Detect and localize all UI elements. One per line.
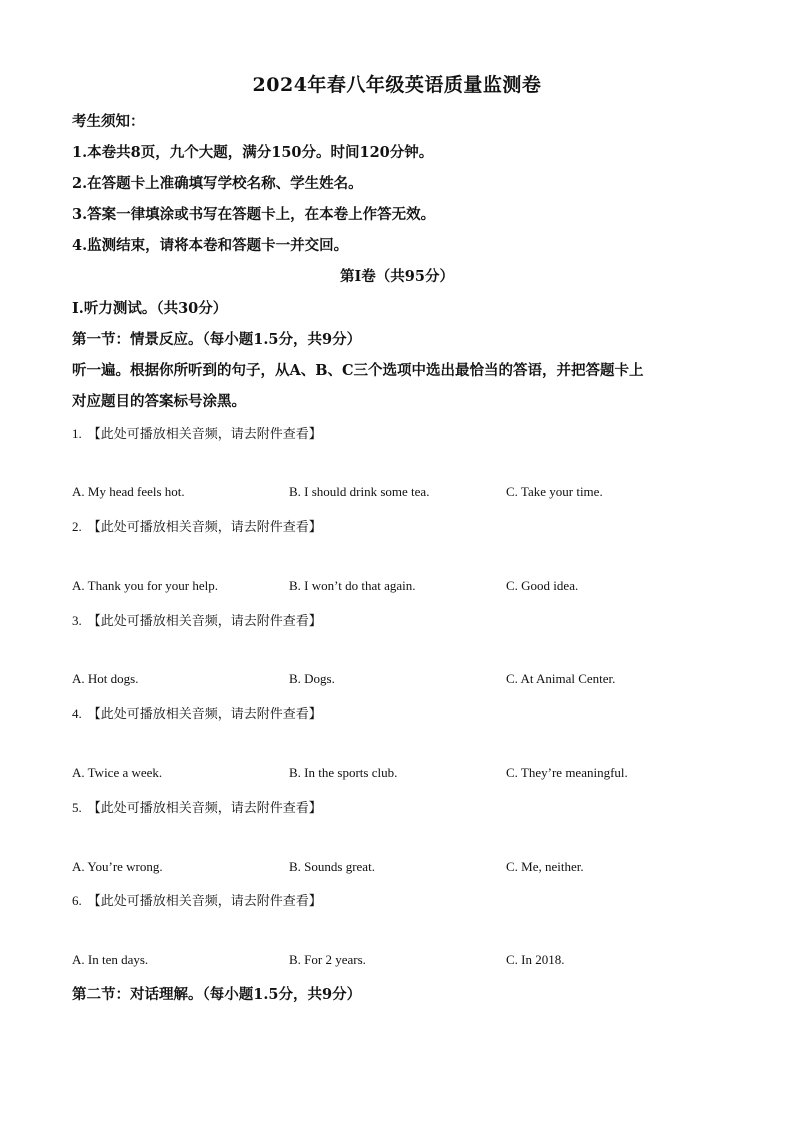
page-title: 2024年春八年级英语质量监测卷 — [252, 74, 542, 96]
question-number: 5. — [72, 800, 82, 815]
notice-item-2: 2.在答题卡上准确填写学校名称、学生姓名。 — [72, 175, 363, 192]
q4-option-b: B. In the sports club. — [289, 765, 398, 780]
audio-placeholder[interactable]: 【此处可播放相关音频，请去附件查看】 — [87, 894, 322, 909]
part2-title: 第二节：对话理解。（每小题1.5分，共9分） — [72, 986, 362, 1003]
volume-title: 第Ⅰ卷（共95分） — [340, 268, 454, 285]
part1-instruction-line2: 对应题目的答案标号涂黑。 — [72, 393, 246, 410]
q2-option-a: A. Thank you for your help. — [72, 578, 218, 593]
q4-option-c: C. They’re meaningful. — [506, 765, 628, 780]
question-number: 6. — [72, 893, 82, 908]
part1-instruction-line1: 听一遍。根据你所听到的句子，从A、B、C三个选项中选出最恰当的答语，并把答题卡上 — [72, 362, 644, 379]
q6-option-b: B. For 2 years. — [289, 952, 366, 967]
q3-option-c: C. At Animal Center. — [506, 671, 616, 686]
q5-option-c: C. Me, neither. — [506, 859, 584, 874]
audio-placeholder[interactable]: 【此处可播放相关音频，请去附件查看】 — [87, 707, 322, 722]
audio-placeholder[interactable]: 【此处可播放相关音频，请去附件查看】 — [87, 427, 322, 442]
q4-option-a: A. Twice a week. — [72, 765, 163, 780]
notice-item-4: 4.监测结束，请将本卷和答题卡一并交回。 — [72, 237, 349, 254]
audio-placeholder[interactable]: 【此处可播放相关音频，请去附件查看】 — [87, 801, 322, 816]
question-6 — [72, 890, 322, 909]
question-number: 4. — [72, 706, 82, 721]
q1-option-c: C. Take your time. — [506, 484, 603, 499]
q6-option-c: C. In 2018. — [506, 952, 565, 967]
audio-placeholder[interactable]: 【此处可播放相关音频，请去附件查看】 — [87, 520, 322, 535]
q2-option-c: C. Good idea. — [506, 578, 579, 593]
question-4 — [72, 703, 322, 722]
q6-option-a: A. In ten days. — [72, 952, 149, 967]
question-number: 1. — [72, 426, 82, 441]
question-number: 3. — [72, 613, 82, 628]
question-2 — [72, 516, 322, 535]
q3-option-a: A. Hot dogs. — [72, 671, 139, 686]
notice-item-3: 3.答案一律填涂或书写在答题卡上，在本卷上作答无效。 — [72, 206, 436, 223]
question-5 — [72, 797, 322, 816]
question-1 — [72, 423, 322, 442]
q1-option-a: A. My head feels hot. — [72, 484, 185, 499]
notice-heading: 考生须知： — [72, 113, 145, 130]
part1-title: 第一节：情景反应。（每小题1.5分，共9分） — [72, 331, 362, 348]
q2-option-b: B. I won’t do that again. — [289, 578, 416, 593]
question-number: 2. — [72, 519, 82, 534]
q1-option-b: B. I should drink some tea. — [289, 484, 430, 499]
q5-option-a: A. You’re wrong. — [72, 859, 163, 874]
section-title: Ⅰ.听力测试。（共30分） — [72, 300, 228, 317]
q3-option-b: B. Dogs. — [289, 671, 335, 686]
q5-option-b: B. Sounds great. — [289, 859, 375, 874]
notice-item-1: 1.本卷共8页，九个大题，满分150分。时间120分钟。 — [72, 144, 434, 161]
question-3 — [72, 610, 322, 629]
audio-placeholder[interactable]: 【此处可播放相关音频，请去附件查看】 — [87, 614, 322, 629]
